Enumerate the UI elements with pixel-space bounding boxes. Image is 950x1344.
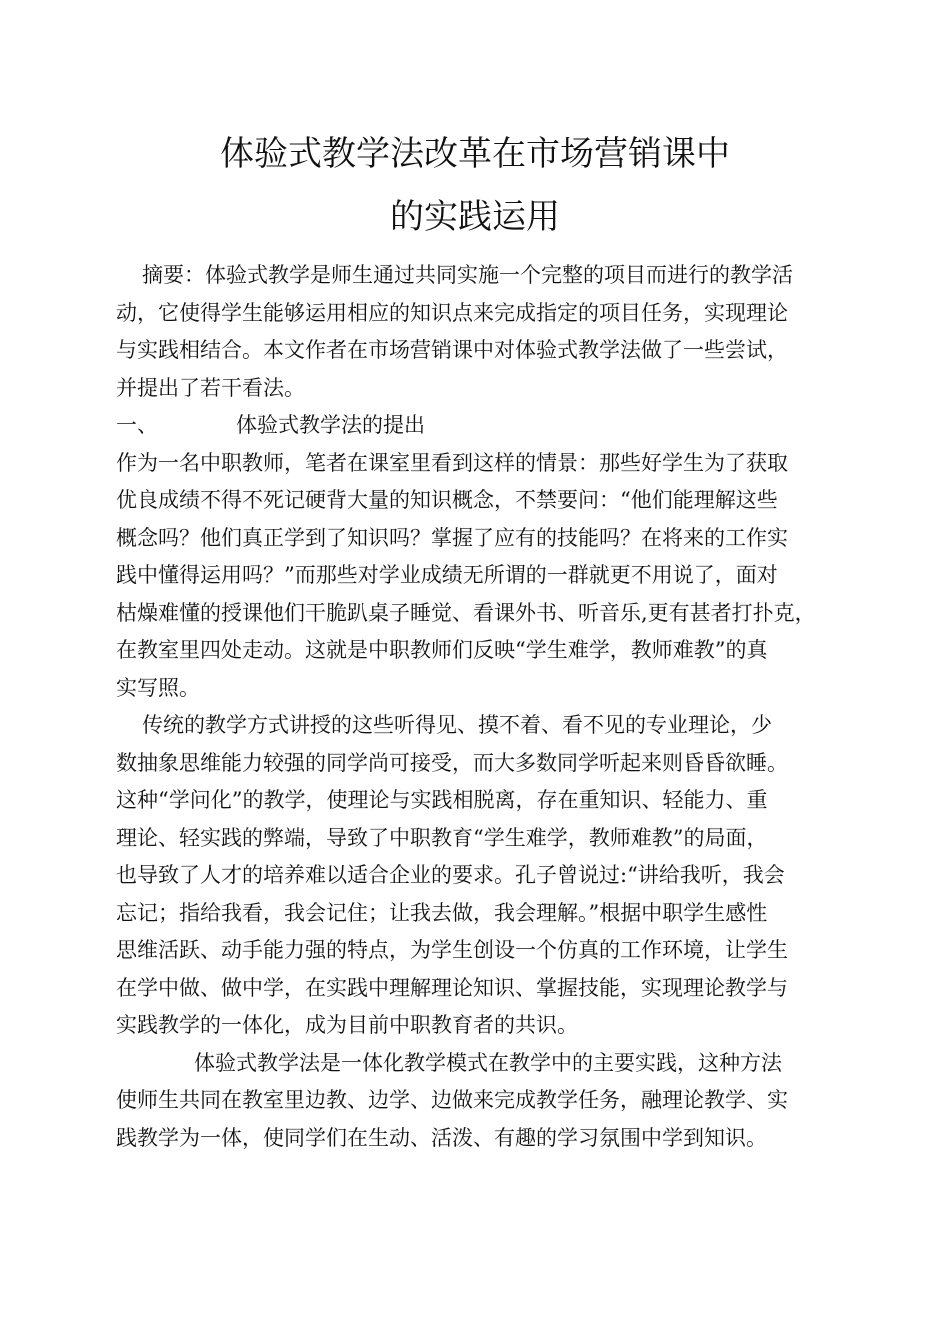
paragraph-line: 践中懂得运用吗？”而那些对学业成绩无所谓的一群就更不用说了，面对 — [116, 563, 778, 587]
paragraph-line: 忘记；指给我看，我会记住；让我去做，我会理解。”根据中职学生感性 — [116, 900, 768, 925]
abstract-line: 并提出了若干看法。 — [116, 375, 305, 400]
paragraph-line: 枯燥难懂的授课他们干脆趴桌子睡觉、看课外书、听音乐,更有甚者打扑克， — [116, 600, 816, 625]
paragraph-line: 传统的教学方式讲授的这些听得见、摸不着、看不见的专业理论，少 — [142, 713, 772, 737]
document-body — [116, 257, 836, 1157]
abstract-paragraph — [116, 257, 836, 407]
paragraph-line: 作为一名中职教师，笔者在课室里看到这样的情景：那些好学生为了获取 — [116, 450, 788, 475]
paragraph-line: 实写照。 — [116, 675, 200, 700]
body-paragraph-3 — [116, 1045, 836, 1158]
section-number: 一、 — [116, 413, 158, 437]
paragraph-line: 践教学为一体，使同学们在生动、活泼、有趣的学习氛围中学到知识。 — [116, 1125, 767, 1150]
paragraph-line: 在学中做、做中学，在实践中理解理论知识、掌握技能，实现理论教学与 — [116, 975, 788, 1000]
body-paragraph-2 — [116, 707, 836, 1045]
section-heading — [116, 407, 836, 445]
paragraph-line: 实践教学的一体化，成为目前中职教育者的共识。 — [116, 1013, 578, 1037]
paragraph-line: 体验式教学法是一体化教学模式在教学中的主要实践，这种方法 — [194, 1050, 782, 1075]
paragraph-line: 也导致了人才的培养难以适合企业的要求。孔子曾说过:“讲给我听，我会 — [116, 863, 785, 887]
document-title-line-2: 的实践运用 — [390, 197, 560, 237]
abstract-line: 摘要：体验式教学是师生通过共同实施一个完整的项目而进行的教学活 — [142, 263, 793, 287]
paragraph-line: 这种“学问化”的教学，使理论与实践相脱离，存在重知识、轻能力、重 — [116, 788, 768, 812]
abstract-line: 与实践相结合。本文作者在市场营销课中对体验式教学法做了一些尝试， — [116, 338, 788, 362]
body-paragraph-1 — [116, 445, 836, 708]
section-heading-text: 体验式教学法的提出 — [236, 413, 425, 437]
paragraph-line: 概念吗？他们真正学到了知识吗？掌握了应有的技能吗？在将来的工作实 — [116, 525, 788, 550]
paragraph-line: 数抽象思维能力较强的同学尚可接受，而大多数同学听起来则昏昏欲睡。 — [116, 750, 788, 775]
paragraph-line: 使师生共同在教室里边教、边学、边做来完成教学任务，融理论教学、实 — [116, 1088, 788, 1112]
document-title-line-1: 体验式教学法改革在市场营销课中 — [220, 134, 730, 174]
paragraph-line: 理论、轻实践的弊端，导致了中职教育“学生难学，教师难教”的局面， — [116, 825, 768, 850]
paragraph-line: 在教室里四处走动。这就是中职教师们反映“学生难学，教师难教”的真 — [116, 638, 768, 662]
abstract-line: 动，它使得学生能够运用相应的知识点来完成指定的项目任务，实现理论 — [116, 300, 788, 325]
paragraph-line: 思维活跃、动手能力强的特点，为学生创设一个仿真的工作环境，让学生 — [116, 938, 788, 962]
paragraph-line: 优良成绩不得不死记硬背大量的知识概念，不禁要问：“他们能理解这些 — [116, 488, 778, 512]
